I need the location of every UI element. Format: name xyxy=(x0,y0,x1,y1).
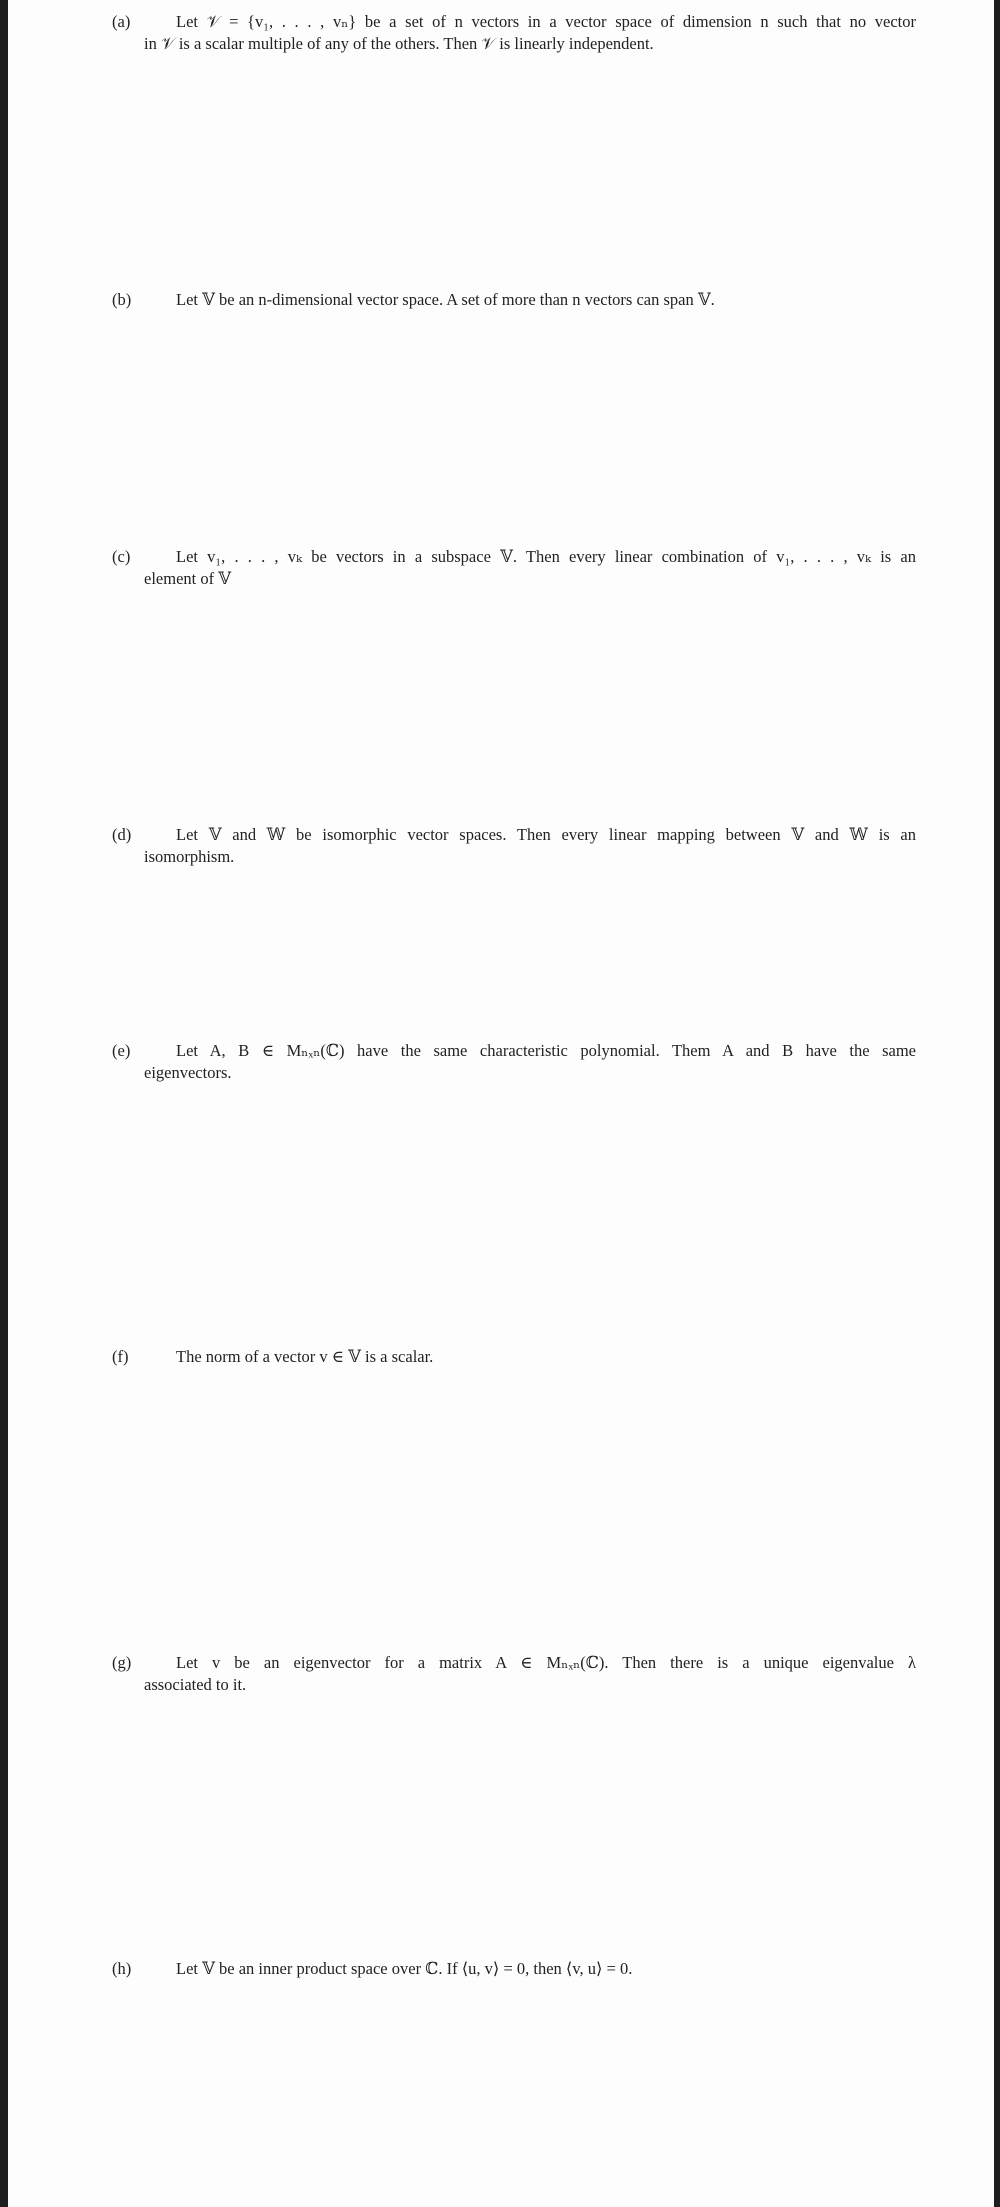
question-label: (d) xyxy=(112,825,132,844)
question-label: (f) xyxy=(112,1347,129,1366)
question-label: (b) xyxy=(112,290,132,309)
question-text-line: The norm of a vector v ∈ 𝕍 is a scalar. xyxy=(176,1347,434,1366)
question-text-line: in 𝒱 is a scalar multiple of any of the others. Then 𝒱 is linearly independent. xyxy=(144,34,654,53)
question-label: (h) xyxy=(112,1959,132,1978)
question-f xyxy=(112,1346,916,1368)
question-text-line: Let 𝒱 = {v₁, . . . , vₙ} be a set of n vectors in a vector space of dimension n such that no vector xyxy=(176,12,916,31)
question-d xyxy=(112,824,916,868)
question-g xyxy=(112,1652,916,1696)
question-h xyxy=(112,1958,916,1980)
question-label: (g) xyxy=(112,1653,132,1672)
question-e xyxy=(112,1040,916,1084)
question-c xyxy=(112,546,916,590)
question-text-line: associated to it. xyxy=(144,1675,247,1694)
question-label: (c) xyxy=(112,547,131,566)
question-text-line: isomorphism. xyxy=(144,847,235,866)
question-text-line: element of 𝕍 xyxy=(144,569,232,588)
question-text-line: Let 𝕍 and 𝕎 be isomorphic vector spaces. Then every linear mapping between 𝕍 and 𝕎 is an xyxy=(176,825,916,844)
question-label: (a) xyxy=(112,12,131,31)
question-label: (e) xyxy=(112,1041,131,1060)
question-text-line: Let 𝕍 be an n-dimensional vector space. A set of more than n vectors can span 𝕍. xyxy=(176,290,715,309)
document-page xyxy=(8,0,994,2207)
question-b xyxy=(112,289,916,311)
question-text-line: Let A, B ∈ Mₙₓₙ(ℂ) have the same characteristic polynomial. Them A and B have the same xyxy=(176,1041,916,1060)
question-a xyxy=(112,11,916,55)
question-text-line: Let v be an eigenvector for a matrix A ∈ Mₙₓₙ(ℂ). Then there is a unique eigenvalue λ xyxy=(176,1653,916,1672)
question-text-line: eigenvectors. xyxy=(144,1063,232,1082)
question-text-line: Let v₁, . . . , vₖ be vectors in a subspace 𝕍. Then every linear combination of v₁, . . . , vₖ is an xyxy=(176,547,916,566)
question-text-line: Let 𝕍 be an inner product space over ℂ. If ⟨u, v⟩ = 0, then ⟨v, u⟩ = 0. xyxy=(176,1959,633,1978)
